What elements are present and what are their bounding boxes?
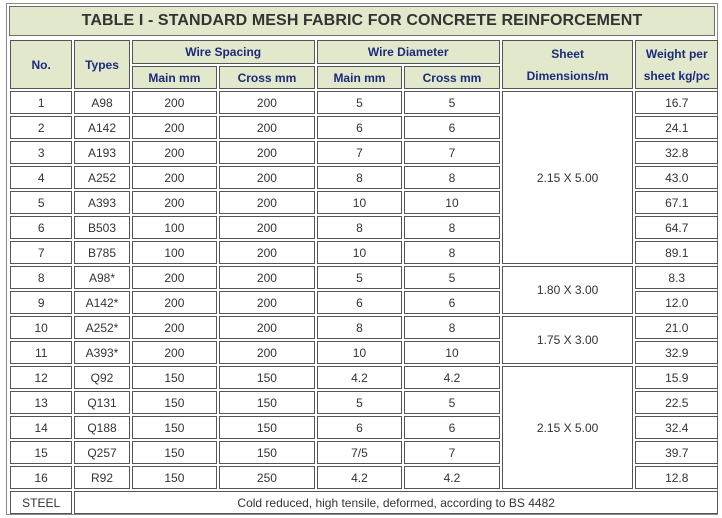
row-spacing-main: 200: [132, 166, 217, 189]
row-weight: 15.9: [635, 366, 718, 389]
row-spacing-main: 200: [132, 266, 217, 289]
row-diameter-cross: 8: [404, 316, 500, 339]
row-diameter-main: 6: [317, 116, 402, 139]
row-number: 6: [10, 216, 72, 239]
mesh-fabric-table: [8, 38, 720, 516]
row-spacing-main: 150: [132, 441, 217, 464]
row-number: 2: [10, 116, 72, 139]
row-diameter-cross: 4.2: [404, 466, 500, 489]
row-diameter-main: 5: [317, 266, 402, 289]
row-type: A98: [74, 91, 129, 114]
row-type: A142: [74, 116, 129, 139]
row-type: R92: [74, 466, 129, 489]
row-type: B503: [74, 216, 129, 239]
row-weight: 24.1: [635, 116, 718, 139]
row-number: 3: [10, 141, 72, 164]
row-type: A98*: [74, 266, 129, 289]
row-spacing-main: 200: [132, 316, 217, 339]
row-weight: 12.8: [635, 466, 718, 489]
row-weight: 43.0: [635, 166, 718, 189]
row-weight: 89.1: [635, 241, 718, 264]
table-title: TABLE I - STANDARD MESH FABRIC FOR CONCRETE REINFORCEMENT: [9, 6, 715, 36]
row-spacing-cross: 200: [219, 241, 315, 264]
row-number: 12: [10, 366, 72, 389]
row-spacing-main: 100: [132, 241, 217, 264]
row-number: 8: [10, 266, 72, 289]
row-weight: 16.7: [635, 91, 718, 114]
row-diameter-cross: 10: [404, 341, 500, 364]
row-spacing-main: 200: [132, 141, 217, 164]
footer-label: STEEL: [10, 491, 72, 514]
row-diameter-cross: 8: [404, 241, 500, 264]
row-type: Q257: [74, 441, 129, 464]
table-row: [10, 91, 718, 114]
row-diameter-cross: 7: [404, 141, 500, 164]
row-type: B785: [74, 241, 129, 264]
row-number: 13: [10, 391, 72, 414]
row-spacing-cross: 150: [219, 391, 315, 414]
header-types: Types: [74, 40, 129, 89]
row-weight: 22.5: [635, 391, 718, 414]
row-spacing-cross: 150: [219, 366, 315, 389]
row-diameter-main: 5: [317, 391, 402, 414]
row-spacing-main: 150: [132, 366, 217, 389]
sheet-dimensions-cell: 1.80 X 3.00: [502, 266, 634, 314]
row-diameter-main: 6: [317, 291, 402, 314]
row-spacing-cross: 200: [219, 141, 315, 164]
row-type: A393: [74, 191, 129, 214]
row-spacing-cross: 150: [219, 416, 315, 439]
row-diameter-cross: 5: [404, 391, 500, 414]
row-diameter-main: 10: [317, 241, 402, 264]
header-weight: [635, 40, 718, 89]
mesh-fabric-table-container: [6, 3, 718, 515]
row-diameter-main: 8: [317, 166, 402, 189]
row-type: A193: [74, 141, 129, 164]
header-sheet-line1: Sheet: [551, 46, 584, 61]
row-weight: 32.8: [635, 141, 718, 164]
footer-row: [10, 491, 718, 514]
row-diameter-main: 8: [317, 316, 402, 339]
header-no: No.: [10, 40, 72, 89]
footer-note: Cold reduced, high tensile, deformed, according to BS 4482: [74, 491, 718, 514]
header-weight-line1: Weight per: [645, 46, 708, 61]
row-spacing-cross: 200: [219, 166, 315, 189]
row-diameter-cross: 5: [404, 266, 500, 289]
row-number: 7: [10, 241, 72, 264]
row-spacing-cross: 200: [219, 91, 315, 114]
row-number: 16: [10, 466, 72, 489]
row-spacing-main: 150: [132, 416, 217, 439]
row-number: 5: [10, 191, 72, 214]
row-weight: 67.1: [635, 191, 718, 214]
header-spacing-cross: Cross mm: [219, 66, 315, 89]
sheet-dimensions-cell: 1.75 X 3.00: [502, 316, 634, 364]
row-spacing-main: 150: [132, 391, 217, 414]
table-row: [10, 266, 718, 289]
row-diameter-cross: 8: [404, 216, 500, 239]
row-weight: 12.0: [635, 291, 718, 314]
row-spacing-main: 200: [132, 91, 217, 114]
row-number: 9: [10, 291, 72, 314]
row-diameter-cross: 6: [404, 291, 500, 314]
row-type: Q188: [74, 416, 129, 439]
sheet-dimensions-cell: 2.15 X 5.00: [502, 366, 634, 489]
row-diameter-cross: 10: [404, 191, 500, 214]
header-sheet-line2: Dimensions/m: [526, 68, 609, 83]
row-weight: 8.3: [635, 266, 718, 289]
row-spacing-main: 200: [132, 191, 217, 214]
row-weight: 39.7: [635, 441, 718, 464]
row-diameter-main: 8: [317, 216, 402, 239]
row-spacing-cross: 200: [219, 116, 315, 139]
table-row: [10, 316, 718, 339]
header-spacing-main: Main mm: [132, 66, 217, 89]
sheet-dimensions-cell: 2.15 X 5.00: [502, 91, 634, 264]
row-weight: 32.9: [635, 341, 718, 364]
row-type: A142*: [74, 291, 129, 314]
row-diameter-cross: 5: [404, 91, 500, 114]
row-spacing-cross: 200: [219, 291, 315, 314]
row-spacing-cross: 200: [219, 266, 315, 289]
row-spacing-cross: 200: [219, 191, 315, 214]
row-diameter-main: 10: [317, 341, 402, 364]
row-spacing-cross: 200: [219, 216, 315, 239]
row-weight: 64.7: [635, 216, 718, 239]
row-diameter-main: 5: [317, 91, 402, 114]
header-wire-spacing: Wire Spacing: [132, 40, 315, 64]
row-number: 14: [10, 416, 72, 439]
header-sheet-dimensions: [502, 40, 634, 89]
row-type: Q131: [74, 391, 129, 414]
row-weight: 21.0: [635, 316, 718, 339]
row-number: 15: [10, 441, 72, 464]
row-diameter-main: 4.2: [317, 466, 402, 489]
row-diameter-cross: 8: [404, 166, 500, 189]
row-number: 4: [10, 166, 72, 189]
row-diameter-main: 7: [317, 141, 402, 164]
row-spacing-cross: 200: [219, 316, 315, 339]
row-type: A393*: [74, 341, 129, 364]
header-weight-line2: sheet kg/pc: [643, 68, 710, 83]
row-number: 10: [10, 316, 72, 339]
row-spacing-cross: 250: [219, 466, 315, 489]
row-diameter-cross: 4.2: [404, 366, 500, 389]
table-body: [10, 91, 718, 514]
row-spacing-main: 200: [132, 291, 217, 314]
row-number: 1: [10, 91, 72, 114]
row-diameter-cross: 6: [404, 116, 500, 139]
header-wire-diameter: Wire Diameter: [317, 40, 500, 64]
header-diameter-main: Main mm: [317, 66, 402, 89]
row-spacing-cross: 200: [219, 341, 315, 364]
row-diameter-main: 10: [317, 191, 402, 214]
row-diameter-cross: 6: [404, 416, 500, 439]
row-number: 11: [10, 341, 72, 364]
row-diameter-main: 4.2: [317, 366, 402, 389]
row-spacing-main: 200: [132, 341, 217, 364]
row-spacing-main: 150: [132, 466, 217, 489]
table-row: [10, 366, 718, 389]
row-weight: 32.4: [635, 416, 718, 439]
row-spacing-cross: 150: [219, 441, 315, 464]
row-type: A252: [74, 166, 129, 189]
row-diameter-main: 6: [317, 416, 402, 439]
row-type: A252*: [74, 316, 129, 339]
header-diameter-cross: Cross mm: [404, 66, 500, 89]
row-diameter-cross: 7: [404, 441, 500, 464]
row-spacing-main: 200: [132, 116, 217, 139]
row-spacing-main: 100: [132, 216, 217, 239]
row-type: Q92: [74, 366, 129, 389]
row-diameter-main: 7/5: [317, 441, 402, 464]
